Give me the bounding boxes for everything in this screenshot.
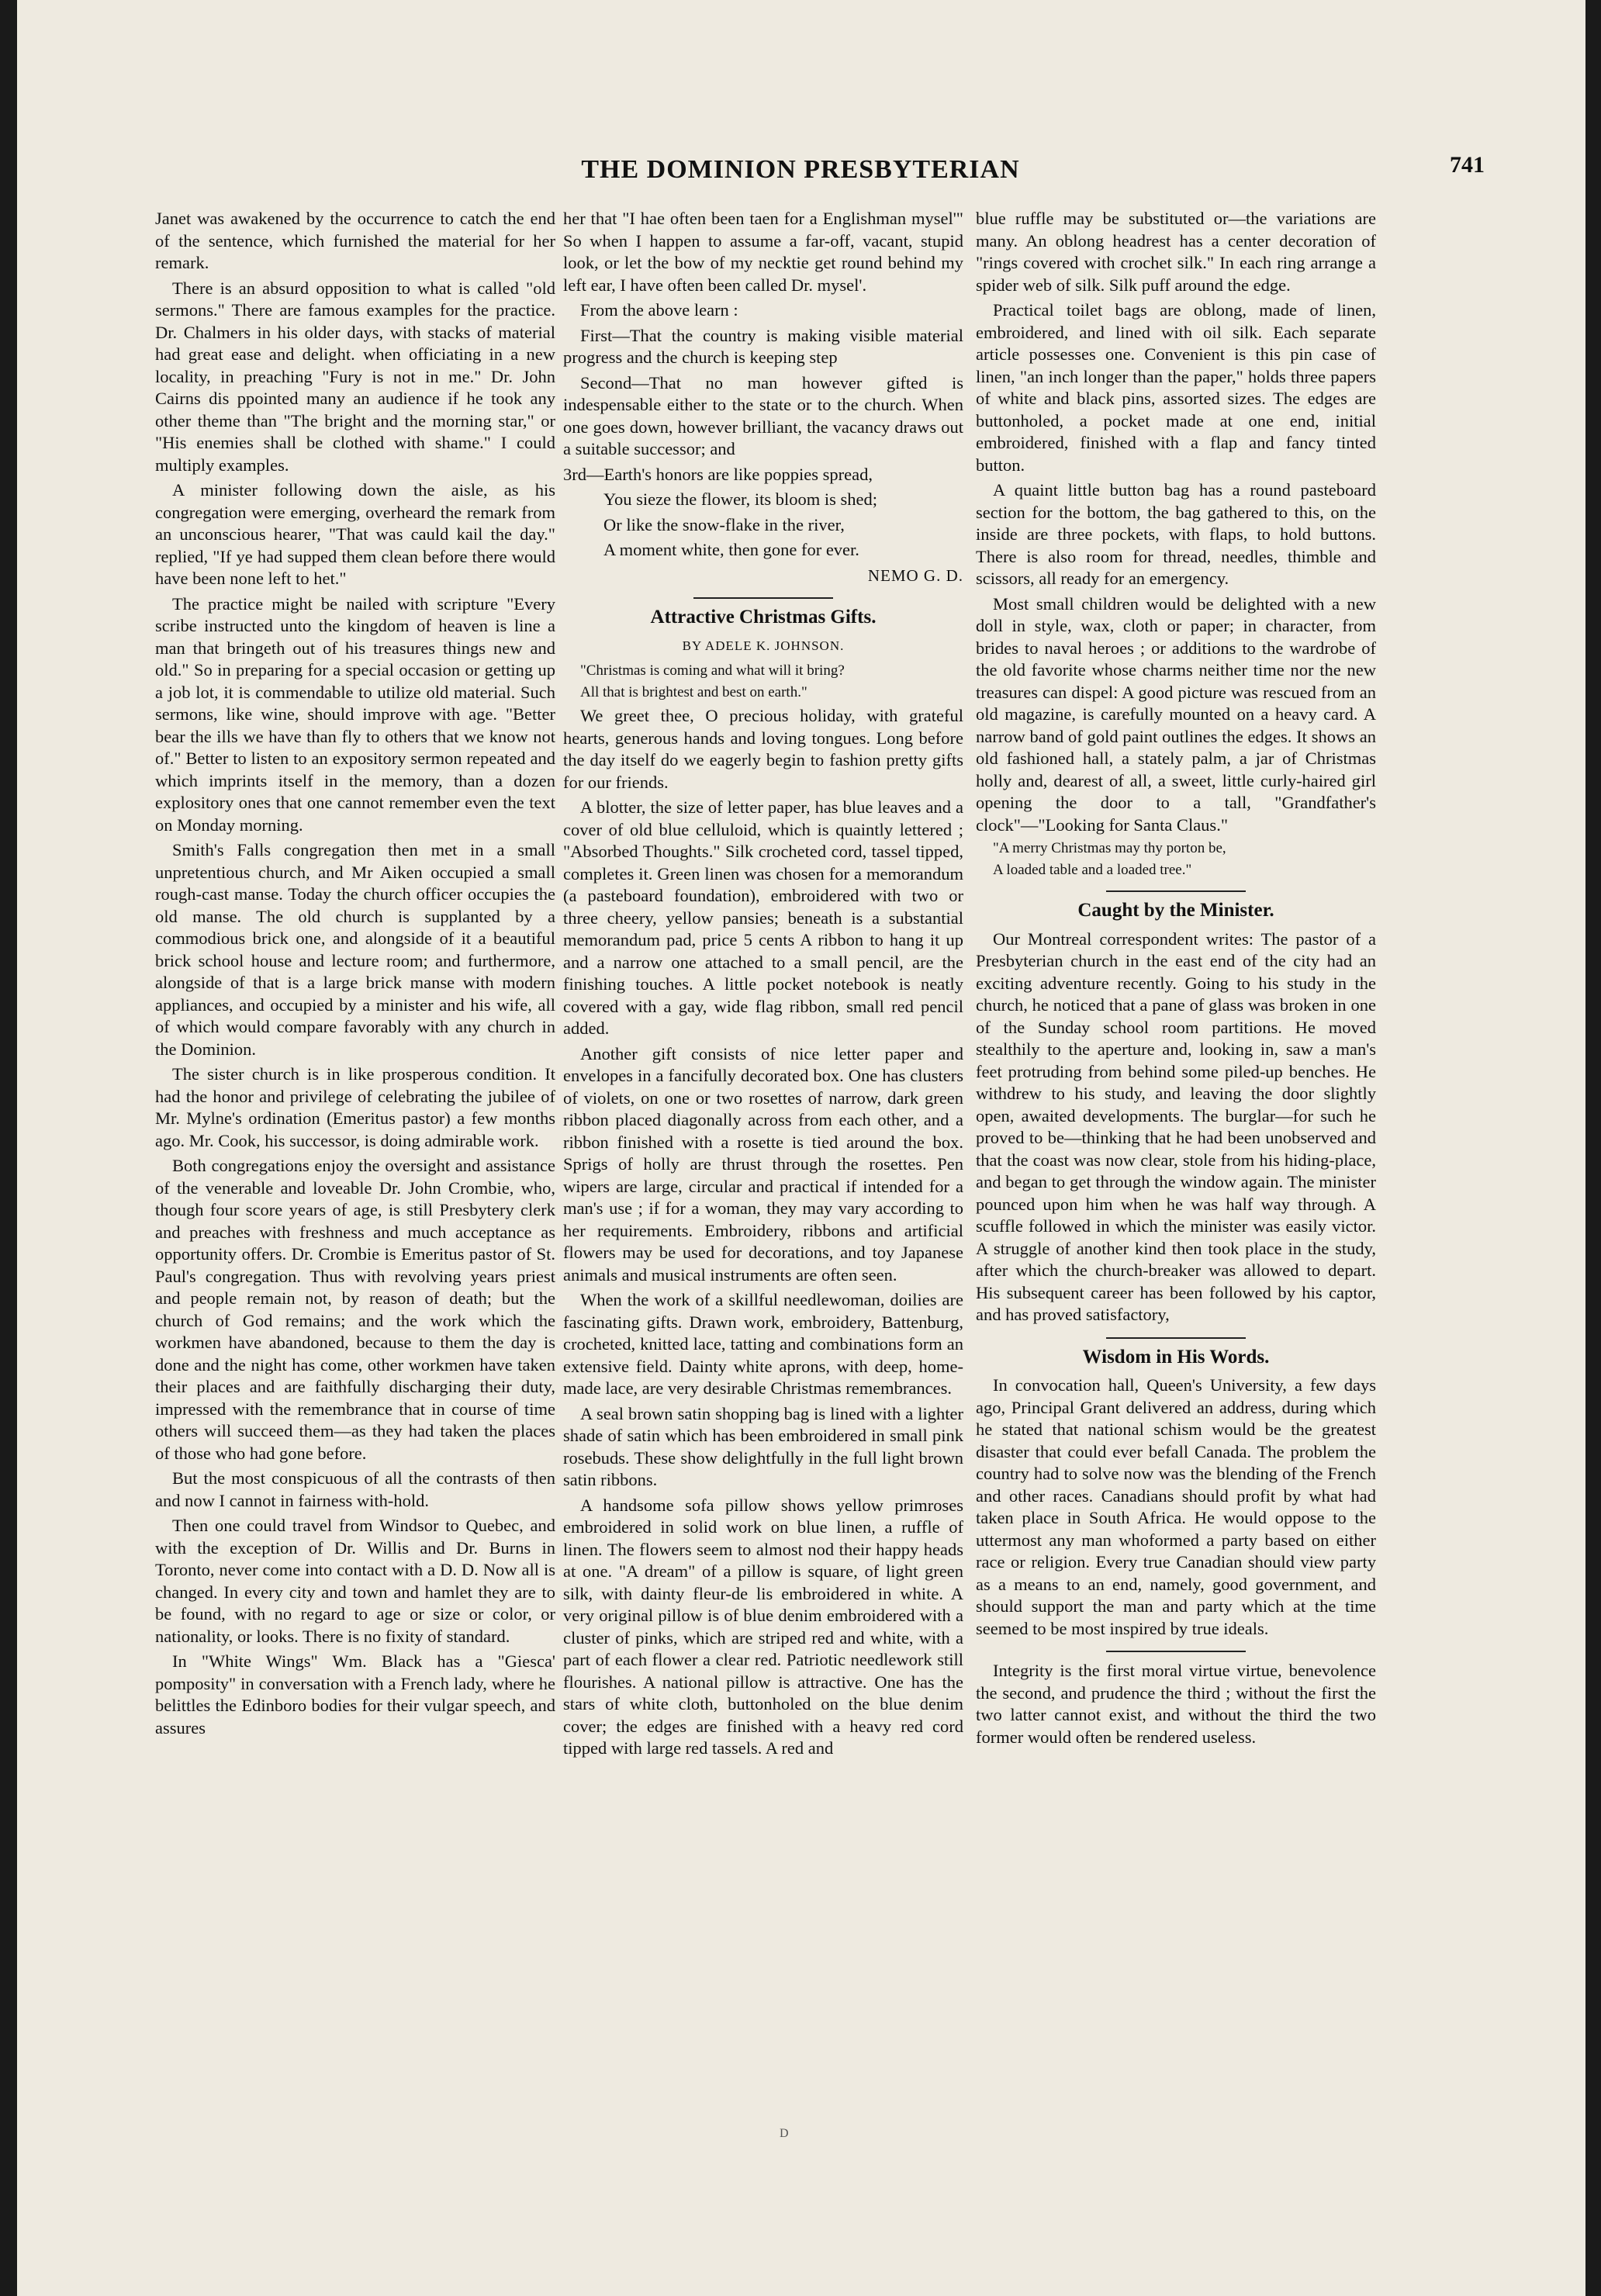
paragraph: A blotter, the size of letter paper, has blue leaves and a cover of old blue celluloid, which is quaintly lettered ; "Absorbed Thoughts." Silk crocheted cord, tassel tipped, completes it. Green linen was chosen for a memorandum (a pasteboard foundation), embroidered with two or three cheery, yellow pansies; beneath is a substantial memorandum pad, price 5 cents A ribbon to hang it up and a narrow one attached to a small pencil, are the finishing touches. A little pocket notebook is neatly covered with a gay, wide flag ribbon, small red pencil added.	[563, 797, 963, 1038]
paragraph: Our Montreal correspondent writes: The pastor of a Presbyterian church in the east end of the city had an exciting adventure recently. Going to his study in the church, he noticed that a pane of glass was broken in one of the Sunday school room partitions. He moved stealthily to the aperture and, looking in, saw a man's feet protruding from behind some piled-up benches. He withdrew to his study, and leaving the door slightly open, awaited developments. The burglar—for such he proved to be—thinking that he had been unobserved and that the coast was now clear, stole from his hiding-place, and began to get through the window again. The minister pounced upon him when he was half way through. A scuffle followed in which the minister was easily victor. A struggle of another kind then took place in the study, after which the church-breaker was allowed to depart. His subsequent career has been followed by his captor, and has proved satisfactory,	[976, 928, 1376, 1324]
paragraph: In "White Wings" Wm. Black has a "Giesca' pomposity" in conversation with a French lady, where he belittles the Edinboro bodies for their vulgar speech, and assures	[155, 1651, 555, 1738]
quote-line: "A merry Christmas may thy porton be,	[993, 840, 1226, 856]
divider	[1106, 890, 1246, 892]
divider	[693, 597, 833, 599]
paragraph: Both congregations enjoy the oversight and assistance of the venerable and loveable Dr. John Crombie, who, though four score years of age, is still Presbytery clerk and preaches with freshness and much acceptance as opportunity offers. Dr. Crombie is Emeritus pastor of St. Paul's congregation. Thus with revolving years priest and people remain not, by reason of death; but the church of God remains; and the work which the workmen have abandoned, because to them the day is done and the night has come, other workmen have taken their places and are faithfully discharging their duty, impressed with the remembrance that in course of time others will succeed them—as they had taken the places of those who had gone before.	[155, 1156, 555, 1463]
article-title: Attractive Christmas Gifts.	[650, 607, 877, 628]
paragraph: First—That the country is making visible material progress and the church is keeping step	[563, 325, 963, 367]
paragraph: Janet was awakened by the occurrence to catch the end of the sentence, which furnished the material for her remark.	[155, 209, 555, 272]
column-2	[563, 208, 963, 1763]
byline: BY ADELE K. JOHNSON.	[682, 638, 845, 653]
verse-line: Or like the snow-flake in the river,	[603, 514, 845, 534]
divider	[1106, 1651, 1246, 1652]
epigraph: "Christmas is coming and what will it bring?	[580, 662, 845, 679]
paragraph: There is an absurd opposition to what is called "old sermons." There are famous examples for the practice. Dr. Chalmers in his older days, with stacks of material had great ease and delight. when officiating in a new locality, in preaching "Fury is not in me." Dr. John Cairns dis ppointed many an audience if he took any other theme than "The bright and the morning star," or "His enemies shall be clothed with shame." I could multiply examples.	[155, 278, 555, 475]
paragraph: We greet thee, O precious holiday, with grateful hearts, generous hands and loving tongues. Long before the day itself do we eagerly begin to fashion pretty gifts for our friends.	[563, 706, 963, 792]
paragraph: From the above learn :	[580, 300, 738, 320]
page-number: 741	[1450, 152, 1485, 178]
verse-line: 3rd—Earth's honors are like poppies spread,	[563, 464, 873, 484]
paragraph: A minister following down the aisle, as his congregation were emerging, overheard the remark from an unconscious hearer, "That was cauld kail the day." replied, "If ye had supped them clean before there would have been none left to het."	[155, 480, 555, 588]
paragraph: Smith's Falls congregation then met in a small unpretentious church, and Mr Aiken occupied a small rough-cast manse. Today the church officer occupies the old manse. The old church is supplanted by a commodious brick one, and alongside of it a beautiful brick school house and lecture room; and furthermore, alongside of that is a large brick manse with modern appliances, and occupied by a minister and his wife, all of which would compare favorably with any church in the Dominion.	[155, 840, 555, 1059]
paragraph: Another gift consists of nice letter paper and envelopes in a fancifully decorated box. One has clusters of violets, on one or two rosettes of narrow, dark green ribbon placed diagonally across from each other, and a ribbon finished with a rosette is tied around the box. Sprigs of holly are thrust through the rosettes. Pen wipers are large, circular and practical if intended for a man's use ; if for a woman, they may vary according to her requirements. Embroidery, ribbons and artificial flowers may be used for decorations, and toy Japanese animals and musical instruments are often seen.	[563, 1043, 963, 1285]
column-1	[155, 208, 555, 1742]
article-title: Caught by the Minister.	[1077, 900, 1274, 921]
paragraph: Then one could travel from Windsor to Quebec, and with the exception of Dr. Willis and Dr. Burns in Toronto, never come into contact with a D. D. Now all is changed. In every city and town and hamlet they are to be found, with no regard to age or size or color, or nationality, or looks. There is no fixity of standard.	[155, 1516, 555, 1646]
paragraph: her that "I hae often been taen for a Englishman mysel'" So when I happen to assume a far-off, vacant, stupid look, or let the bow of my necktie get round behind my left ear, I have often been called Dr. mysel'.	[563, 209, 963, 295]
paragraph: The practice might be nailed with scripture "Every scribe instructed unto the kingdom of heaven is line a man that bringeth out of his treasures things new and old." So in preparing for a special occasion or getting up a job lot, it is commendable to utilize old material. Such sermons, like wine, should improve with age. "Better bear the ills we have than fly to others that we know not of." Better to listen to an expository sermon repeated and which imprints itself in the memory, than a dozen explository ones that one cannot remember even the text on Monday morning.	[155, 593, 555, 835]
paragraph: Integrity is the first moral virtue virtue, benevolence the second, and prudence the third ; without the first the two latter cannot exist, and without the third the two former would often be rendered useless.	[976, 1661, 1376, 1747]
paragraph: A seal brown satin shopping bag is lined with a lighter shade of satin which has been embroidered in small pink rosebuds. These show delightfully in the full light brown satin ribbons.	[563, 1403, 963, 1489]
paragraph: The sister church is in like prosperous condition. It had the honor and privilege of celebrating the jubilee of Mr. Mylne's ordination (Emeritus pastor) a few months ago. Mr. Cook, his successor, is doing admirable work.	[155, 1064, 555, 1150]
paragraph: Second—That no man however gifted is indespensable either to the state or to the church. When one goes down, however brilliant, the vacancy draws out a suitable successor; and	[563, 372, 963, 458]
paragraph: blue ruffle may be substituted or—the variations are many. An oblong headrest has a center decoration of "rings covered with crochet silk." In each ring arrange a spider web of silk. Silk puff around the edge.	[976, 209, 1376, 295]
paragraph: When the work of a skillful needlewoman, doilies are fascinating gifts. Drawn work, embroidery, Battenburg, crocheted, knitted lace, tatting and combinations form an extensive field. Dainty white aprons, with deep, home-made lace, are very desirable Christmas remembrances.	[563, 1290, 963, 1398]
paragraph: But the most conspicuous of all the contrasts of then and now I cannot in fairness with-hold.	[155, 1468, 555, 1510]
verse-line: A moment white, then gone for ever.	[603, 540, 859, 559]
quote-line: A loaded table and a loaded tree."	[993, 862, 1192, 878]
verse-line: You sieze the flower, its bloom is shed;	[603, 489, 878, 509]
footer-mark: D	[780, 2127, 789, 2140]
page-title: THE DOMINION PRESBYTERIAN	[581, 155, 1020, 184]
paragraph: A quaint little button bag has a round pasteboard section for the bottom, the bag gathered to this, on the inside are three pockets, with flaps, to hold buttons. There is also room for thread, needles, thimble and scissors, all ready for an emergency.	[976, 480, 1376, 588]
paragraph: In convocation hall, Queen's University, a few days ago, Principal Grant delivered an address, during which he stated that national schism would be the greatest disaster that could ever befall Canada. The problem the country had to solve now was the blending of the French and other races. Canadians should profit by what had taken place in South Africa. He would oppose to the uttermost any man whoformed a party based on either race or religion. Every true Canadian should view party as a means to an end, namely, good government, and should support the man and party which at the time seemed to be most inspired by true ideals.	[976, 1375, 1376, 1638]
divider	[1106, 1337, 1246, 1339]
signature: NEMO G. D.	[867, 565, 963, 585]
paragraph: A handsome sofa pillow shows yellow primroses embroidered in solid work on blue linen, a ruffle of linen. The flowers seem to almost nod their happy heads at one. "A dream" of a pillow is square, of light green silk, with dainty fleur-de lis embroidered in white. A very original pillow is of blue denim embroidered with a cluster of pinks, which are striped red and white, with a part of each flower a clear red. Patriotic needlework still flourishes. A national pillow is attractive. One has the stars of white cloth, buttonholed on the blue denim cover; the edges are finished with a heavy red cord tipped with large red tassels. A red and	[563, 1495, 963, 1758]
epigraph: All that is brightest and best on earth."	[580, 684, 807, 700]
paragraph: Practical toilet bags are oblong, made of linen, embroidered, and lined with oil silk. Each separate article possesses one. Convenient is this pin case of linen, "an inch longer than the paper," holds three papers of white and black pins, assorted sizes. The edges are buttonholed, a pocket made at one end, initial embroidered, finished with a flap and fancy tinted button.	[976, 300, 1376, 475]
article-title: Wisdom in His Words.	[1082, 1346, 1270, 1368]
paragraph: Most small children would be delighted with a new doll in style, wax, cloth or paper; in character, from brides to naval heroes ; or additions to the wardrobe of the old favorite whose charms neither time nor the new treasures can dispel: A good picture was rescued from an old magazine, is carefully mounted on a heavy card. A narrow band of gold paint outlines the edges. It shows an old fashioned hall, a stately palm, a jar of Christmas holly and, dearest of all, a sweet, little curly-haired girl opening the door to a tall, "Grandfather's clock"—"Looking for Santa Claus."	[976, 593, 1376, 835]
column-3	[976, 208, 1376, 1751]
